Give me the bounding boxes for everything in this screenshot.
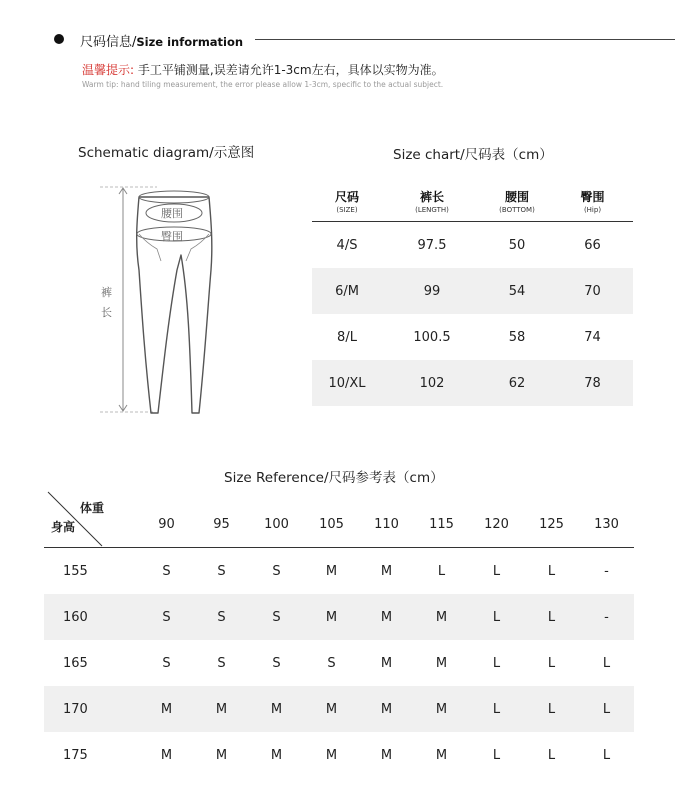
reference-title: Size Reference/尺码参考表（cm） [224, 470, 444, 486]
weight-col: 100 [264, 517, 289, 532]
length-label-bottom: 长 [101, 306, 112, 319]
cell: 74 [584, 329, 601, 345]
cell: 70 [584, 283, 601, 299]
header-waist: 腰围 (BOTTOM) [499, 190, 535, 214]
size-cell: L [547, 747, 556, 763]
size-cell: M [435, 747, 448, 763]
size-cell: S [272, 655, 281, 671]
warm-tip [82, 61, 444, 78]
cell: 66 [584, 237, 601, 253]
size-cell: - [604, 563, 609, 579]
size-chart-table [312, 189, 633, 406]
schematic-title: Schematic diagram/示意图 [78, 145, 255, 161]
size-cell: L [492, 563, 501, 579]
size-cell: - [604, 609, 609, 625]
weight-col: 105 [319, 517, 344, 532]
cell: 50 [508, 237, 526, 253]
size-cell: L [492, 747, 501, 763]
table-row [44, 732, 634, 778]
cell: 8/L [337, 329, 357, 345]
size-cell: S [217, 563, 226, 579]
header-hip: 臀围 (Hip) [580, 190, 605, 214]
cell: 97.5 [417, 237, 447, 253]
height-label: 身高 [51, 520, 76, 534]
size-cell: M [325, 747, 338, 763]
table-row [44, 686, 634, 732]
warm-tip-english: Warm tip: hand tiling measurement, the error please allow 1-3cm, specific to the actual subject. [82, 80, 444, 89]
size-cell: L [602, 747, 611, 763]
header-size: 尺码 (SIZE) [334, 190, 359, 214]
weight-col: 90 [158, 517, 175, 532]
table-row [312, 360, 633, 406]
cell: 58 [508, 329, 526, 345]
cell: 78 [584, 375, 601, 391]
size-cell: M [325, 701, 338, 717]
size-chart-header [312, 189, 633, 222]
weight-label: 体重 [80, 501, 105, 515]
size-cell: M [325, 563, 338, 579]
weight-col: 115 [429, 517, 454, 532]
size-chart-title: Size chart/尺码表（cm） [393, 147, 553, 163]
cell: 10/XL [328, 375, 366, 391]
size-cell: L [602, 655, 611, 671]
reference-header [44, 488, 634, 548]
size-cell: M [380, 655, 393, 671]
table-row [312, 268, 633, 314]
cell: 62 [508, 375, 526, 391]
size-cell: S [162, 609, 171, 625]
size-cell: S [272, 609, 281, 625]
tip-label: 温馨提示: [82, 63, 135, 77]
cell: 99 [423, 283, 441, 299]
size-cell: M [160, 747, 173, 763]
height-cell: 170 [63, 701, 88, 717]
weight-col: 130 [594, 517, 619, 532]
size-cell: L [547, 609, 556, 625]
hip-label: 臀围 [161, 230, 183, 243]
cell: 6/M [335, 283, 359, 299]
size-cell: S [217, 609, 226, 625]
size-cell: M [380, 747, 393, 763]
cell: 100.5 [413, 329, 451, 345]
size-reference-table [44, 488, 634, 778]
size-cell: M [435, 609, 448, 625]
size-cell: L [547, 655, 556, 671]
table-row [44, 548, 634, 594]
table-row [44, 594, 634, 640]
divider [255, 39, 675, 40]
table-row [312, 314, 633, 360]
cell: 54 [508, 283, 526, 299]
weight-col: 95 [213, 517, 230, 532]
table-row [44, 640, 634, 686]
cell: 4/S [336, 237, 358, 253]
size-cell: M [270, 747, 283, 763]
size-cell: S [327, 655, 336, 671]
size-cell: M [380, 609, 393, 625]
size-cell: S [162, 563, 171, 579]
height-cell: 160 [63, 609, 88, 625]
weight-col: 125 [539, 517, 564, 532]
size-cell: L [492, 655, 501, 671]
size-cell: M [435, 701, 448, 717]
cell: 102 [419, 375, 445, 391]
size-cell: M [380, 563, 393, 579]
waist-label: 腰围 [161, 207, 183, 220]
size-cell: S [217, 655, 226, 671]
size-cell: L [492, 701, 501, 717]
table-row [312, 222, 633, 268]
size-cell: L [602, 701, 611, 717]
size-cell: L [547, 701, 556, 717]
size-cell: L [437, 563, 446, 579]
size-cell: M [270, 701, 283, 717]
tip-text: 手工平铺测量,误差请允许1-3cm左右，具体以实物为准。 [137, 63, 444, 77]
size-cell: L [547, 563, 556, 579]
bullet-icon [54, 34, 64, 44]
header-length: 裤长 (LENGTH) [415, 190, 449, 214]
weight-col: 110 [374, 517, 399, 532]
size-cell: M [435, 655, 448, 671]
size-cell: M [160, 701, 173, 717]
size-cell: M [215, 701, 228, 717]
height-cell: 165 [63, 655, 88, 671]
reference-body [44, 548, 634, 778]
weight-col: 120 [484, 517, 509, 532]
size-cell: M [380, 701, 393, 717]
length-label-top: 裤 [101, 286, 112, 299]
size-cell: M [325, 609, 338, 625]
size-cell: M [215, 747, 228, 763]
size-cell: S [162, 655, 171, 671]
section-title: 尺码信息/Size information [80, 35, 244, 50]
height-cell: 155 [63, 563, 88, 579]
size-cell: L [492, 609, 501, 625]
size-cell: S [272, 563, 281, 579]
height-cell: 175 [63, 747, 88, 763]
